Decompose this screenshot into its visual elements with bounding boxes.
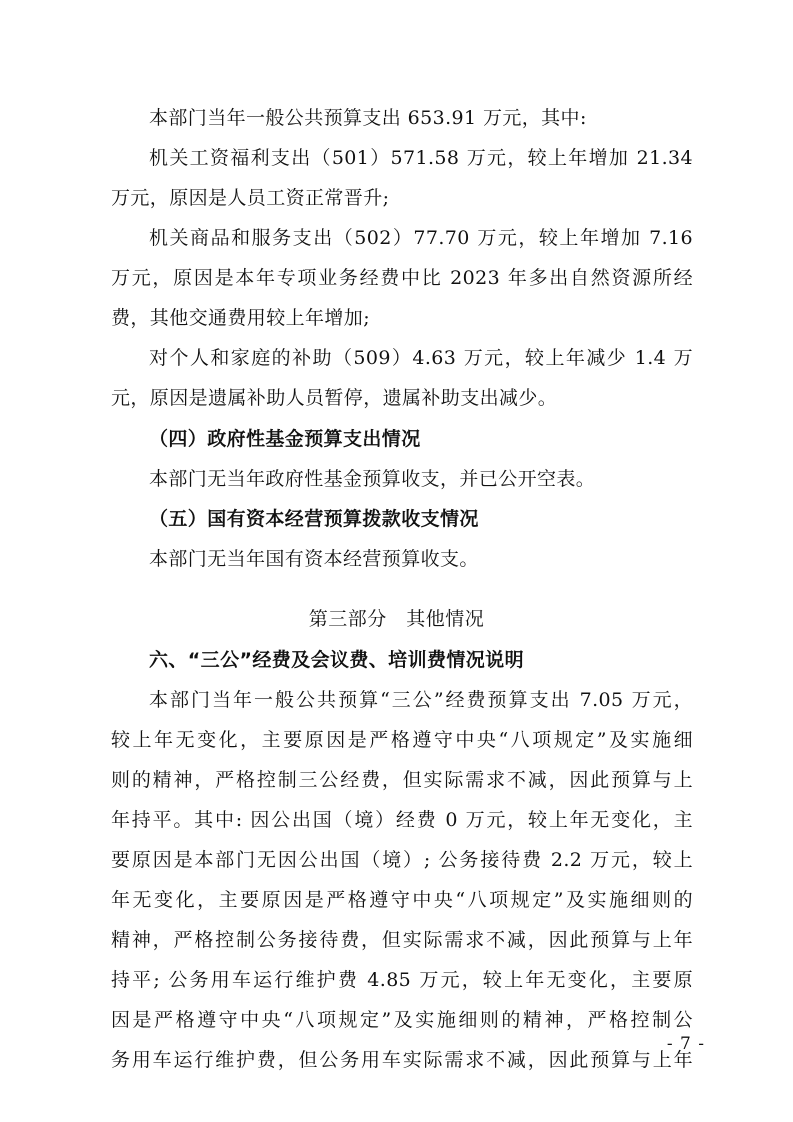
paragraph-three-public-line-4: 年持平。其中: 因公出国（境）经费 0 万元，较上年无变化，主: [111, 809, 693, 831]
paragraph-goods-services-line-1: 机关商品和服务支出（502）77.70 万元，较上年增加 7.16: [149, 227, 693, 249]
paragraph-salary-welfare-line-1: 机关工资福利支出（501）571.58 万元，较上年增加 21.34: [149, 147, 693, 169]
paragraph-salary-welfare-line-2: 万元，原因是人员工资正常晋升;: [111, 187, 390, 209]
section-heading-state-capital: （五）国有资本经营预算拨款收支情况: [149, 508, 479, 530]
paragraph-goods-services-line-3: 费，其他交通费用较上年增加;: [111, 307, 371, 329]
paragraph-three-public-line-7: 精神，严格控制公务接待费，但实际需求不减，因此预算与上年: [111, 929, 693, 951]
paragraph-three-public-line-1: 本部门当年一般公共预算“三公”经费预算支出 7.05 万元，: [149, 689, 693, 711]
paragraph-state-capital: 本部门无当年国有资本经营预算收支。: [149, 548, 479, 570]
page-number: - 7 -: [666, 1034, 705, 1054]
paragraph-family-subsidy-line-2: 元，原因是遗属补助人员暂停，遗属补助支出减少。: [111, 387, 558, 409]
paragraph-three-public-line-9: 因是严格遵守中央“八项规定”及实施细则的精神，严格控制公: [111, 1009, 693, 1031]
paragraph-three-public-line-8: 持平; 公务用车运行维护费 4.85 万元，较上年无变化，主要原: [111, 969, 693, 991]
section-heading-three-public-expenses: 六、“三公”经费及会议费、培训费情况说明: [149, 649, 524, 671]
paragraph-three-public-line-6: 年无变化，主要原因是严格遵守中央“八项规定”及实施细则的: [111, 889, 693, 911]
paragraph-three-public-line-10: 务用车运行维护费，但公务用车实际需求不减，因此预算与上年: [111, 1049, 693, 1071]
paragraph-three-public-line-2: 较上年无变化，主要原因是严格遵守中央“八项规定”及实施细: [111, 729, 693, 751]
part-three-title: 第三部分 其他情况: [308, 608, 485, 630]
paragraph-family-subsidy-line-1: 对个人和家庭的补助（509）4.63 万元，较上年减少 1.4 万: [149, 347, 693, 369]
paragraph-government-fund: 本部门无当年政府性基金预算收支，并已公开空表。: [149, 468, 596, 490]
paragraph-general-budget-line-1: 本部门当年一般公共预算支出 653.91 万元，其中:: [149, 107, 587, 129]
paragraph-goods-services-line-2: 万元，原因是本年专项业务经费中比 2023 年多出自然资源所经: [111, 267, 693, 289]
paragraph-three-public-line-3: 则的精神，严格控制三公经费，但实际需求不减，因此预算与上: [111, 769, 693, 791]
section-heading-government-fund: （四）政府性基金预算支出情况: [149, 428, 421, 450]
paragraph-three-public-line-5: 要原因是本部门无因公出国（境）; 公务接待费 2.2 万元，较上: [111, 849, 693, 871]
